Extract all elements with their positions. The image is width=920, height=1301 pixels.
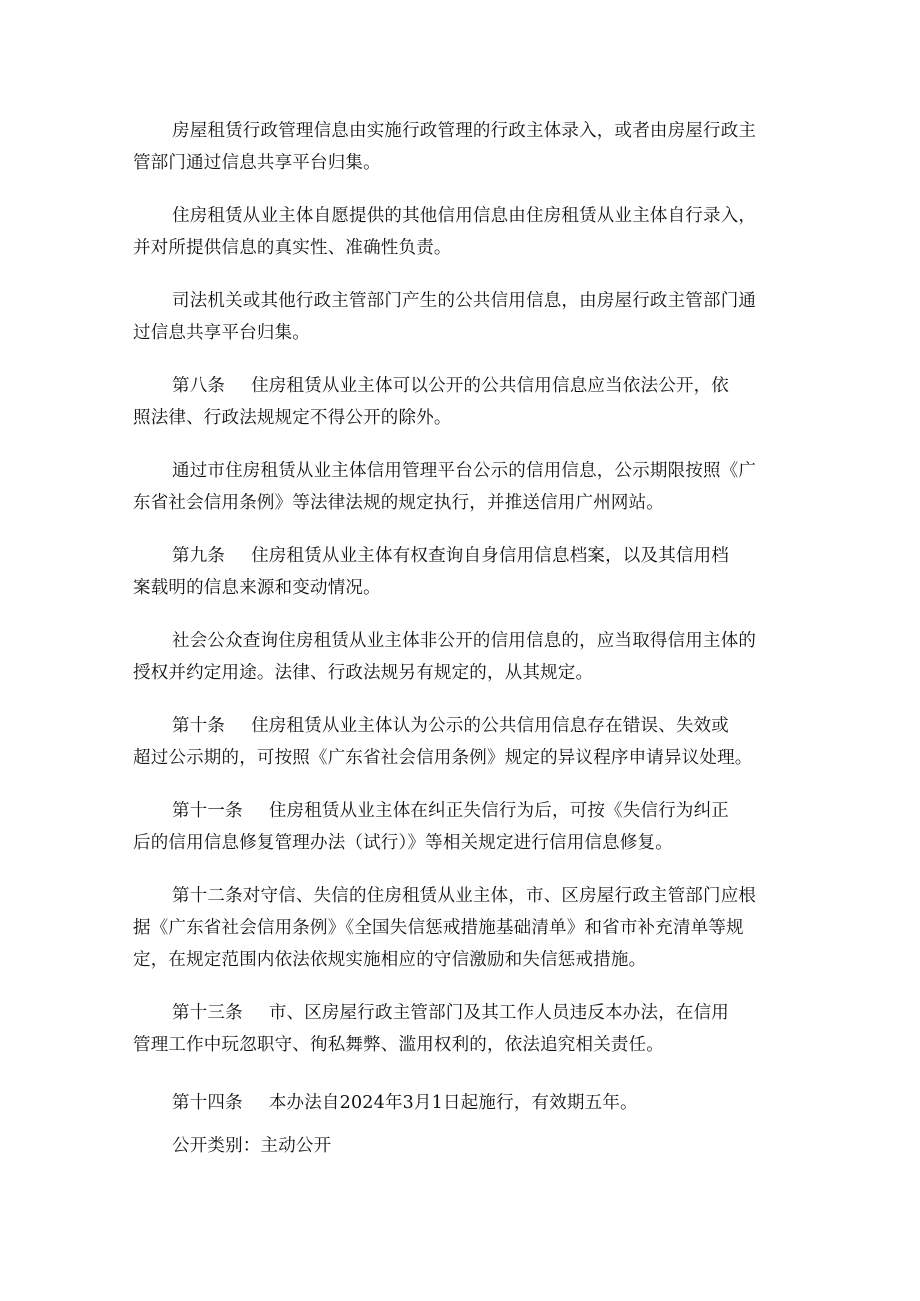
paragraph-line: 管部门通过信息共享平台归集。 <box>133 153 381 173</box>
paragraph-line: 据《广东省社会信用条例》《全国失信惩戒措施基础清单》和省市补充清单等规 <box>133 918 744 938</box>
paragraph-line: 照法律、行政法规规定不得公开的除外。 <box>133 408 452 428</box>
article-line <box>172 1001 729 1025</box>
paragraph-line: 过信息共享平台归集。 <box>133 323 310 343</box>
article-number: 第十一条 <box>172 801 243 821</box>
article-number: 第十条 <box>172 716 226 736</box>
article-number: 第十四条 <box>172 1093 243 1113</box>
paragraph-line: 司法机关或其他行政主管部门产生的公共信用信息，由房屋行政主管部门通 <box>172 291 757 311</box>
paragraph-line: 第十二条对守信、失信的住房租赁从业主体，市、区房屋行政主管部门应根 <box>172 886 757 906</box>
article-text: 住房租赁从业主体可以公开的公共信用信息应当依法公开，依 <box>251 376 730 396</box>
article-number: 第八条 <box>172 376 226 396</box>
article-text: 本办法自2024年3月1日起施行，有效期五年。 <box>268 1093 638 1113</box>
paragraph-line: 授权并约定用途。法律、行政法规另有规定的，从其规定。 <box>133 663 594 683</box>
paragraph-line: 住房租赁从业主体自愿提供的其他信用信息由住房租赁从业主体自行录入， <box>172 206 757 226</box>
paragraph-line: 定，在规定范围内依法依规实施相应的守信激励和失信惩戒措施。 <box>133 950 647 970</box>
paragraph-line: 东省社会信用条例》等法律法规的规定执行，并推送信用广州网站。 <box>133 493 664 513</box>
article-number: 第九条 <box>172 546 226 566</box>
article-line <box>172 374 729 398</box>
paragraph-line: 房屋租赁行政管理信息由实施行政管理的行政主体录入，或者由房屋行政主 <box>172 121 757 141</box>
article-line <box>172 544 729 568</box>
paragraph-line: 通过市住房租赁从业主体信用管理平台公示的信用信息，公示期限按照《广 <box>172 461 757 481</box>
article-line <box>172 714 729 738</box>
paragraph-line: 并对所提供信息的真实性、准确性负责。 <box>133 238 452 258</box>
article-text: 住房租赁从业主体认为公示的公共信用信息存在错误、失效或 <box>251 716 730 736</box>
paragraph-line: 后的信用信息修复管理办法（试行）》等相关规定进行信用信息修复。 <box>133 833 673 853</box>
paragraph-line: 社会公众查询住房租赁从业主体非公开的信用信息的，应当取得信用主体的 <box>172 631 757 651</box>
article-text: 市、区房屋行政主管部门及其工作人员违反本办法，在信用 <box>268 1003 730 1023</box>
article-number: 第十三条 <box>172 1003 243 1023</box>
disclosure-category: 公开类别：主动公开 <box>172 1136 332 1156</box>
article-line <box>172 1091 638 1115</box>
paragraph-line: 案载明的信息来源和变动情况。 <box>133 578 381 598</box>
article-line <box>172 799 729 823</box>
paragraph-line: 管理工作中玩忽职守、徇私舞弊、滥用权利的，依法追究相关责任。 <box>133 1035 664 1055</box>
article-text: 住房租赁从业主体在纠正失信行为后，可按《失信行为纠正 <box>268 801 730 821</box>
article-text: 住房租赁从业主体有权查询自身信用信息档案，以及其信用档 <box>251 546 730 566</box>
paragraph-line: 超过公示期的，可按照《广东省社会信用条例》规定的异议程序申请异议处理。 <box>133 748 753 768</box>
